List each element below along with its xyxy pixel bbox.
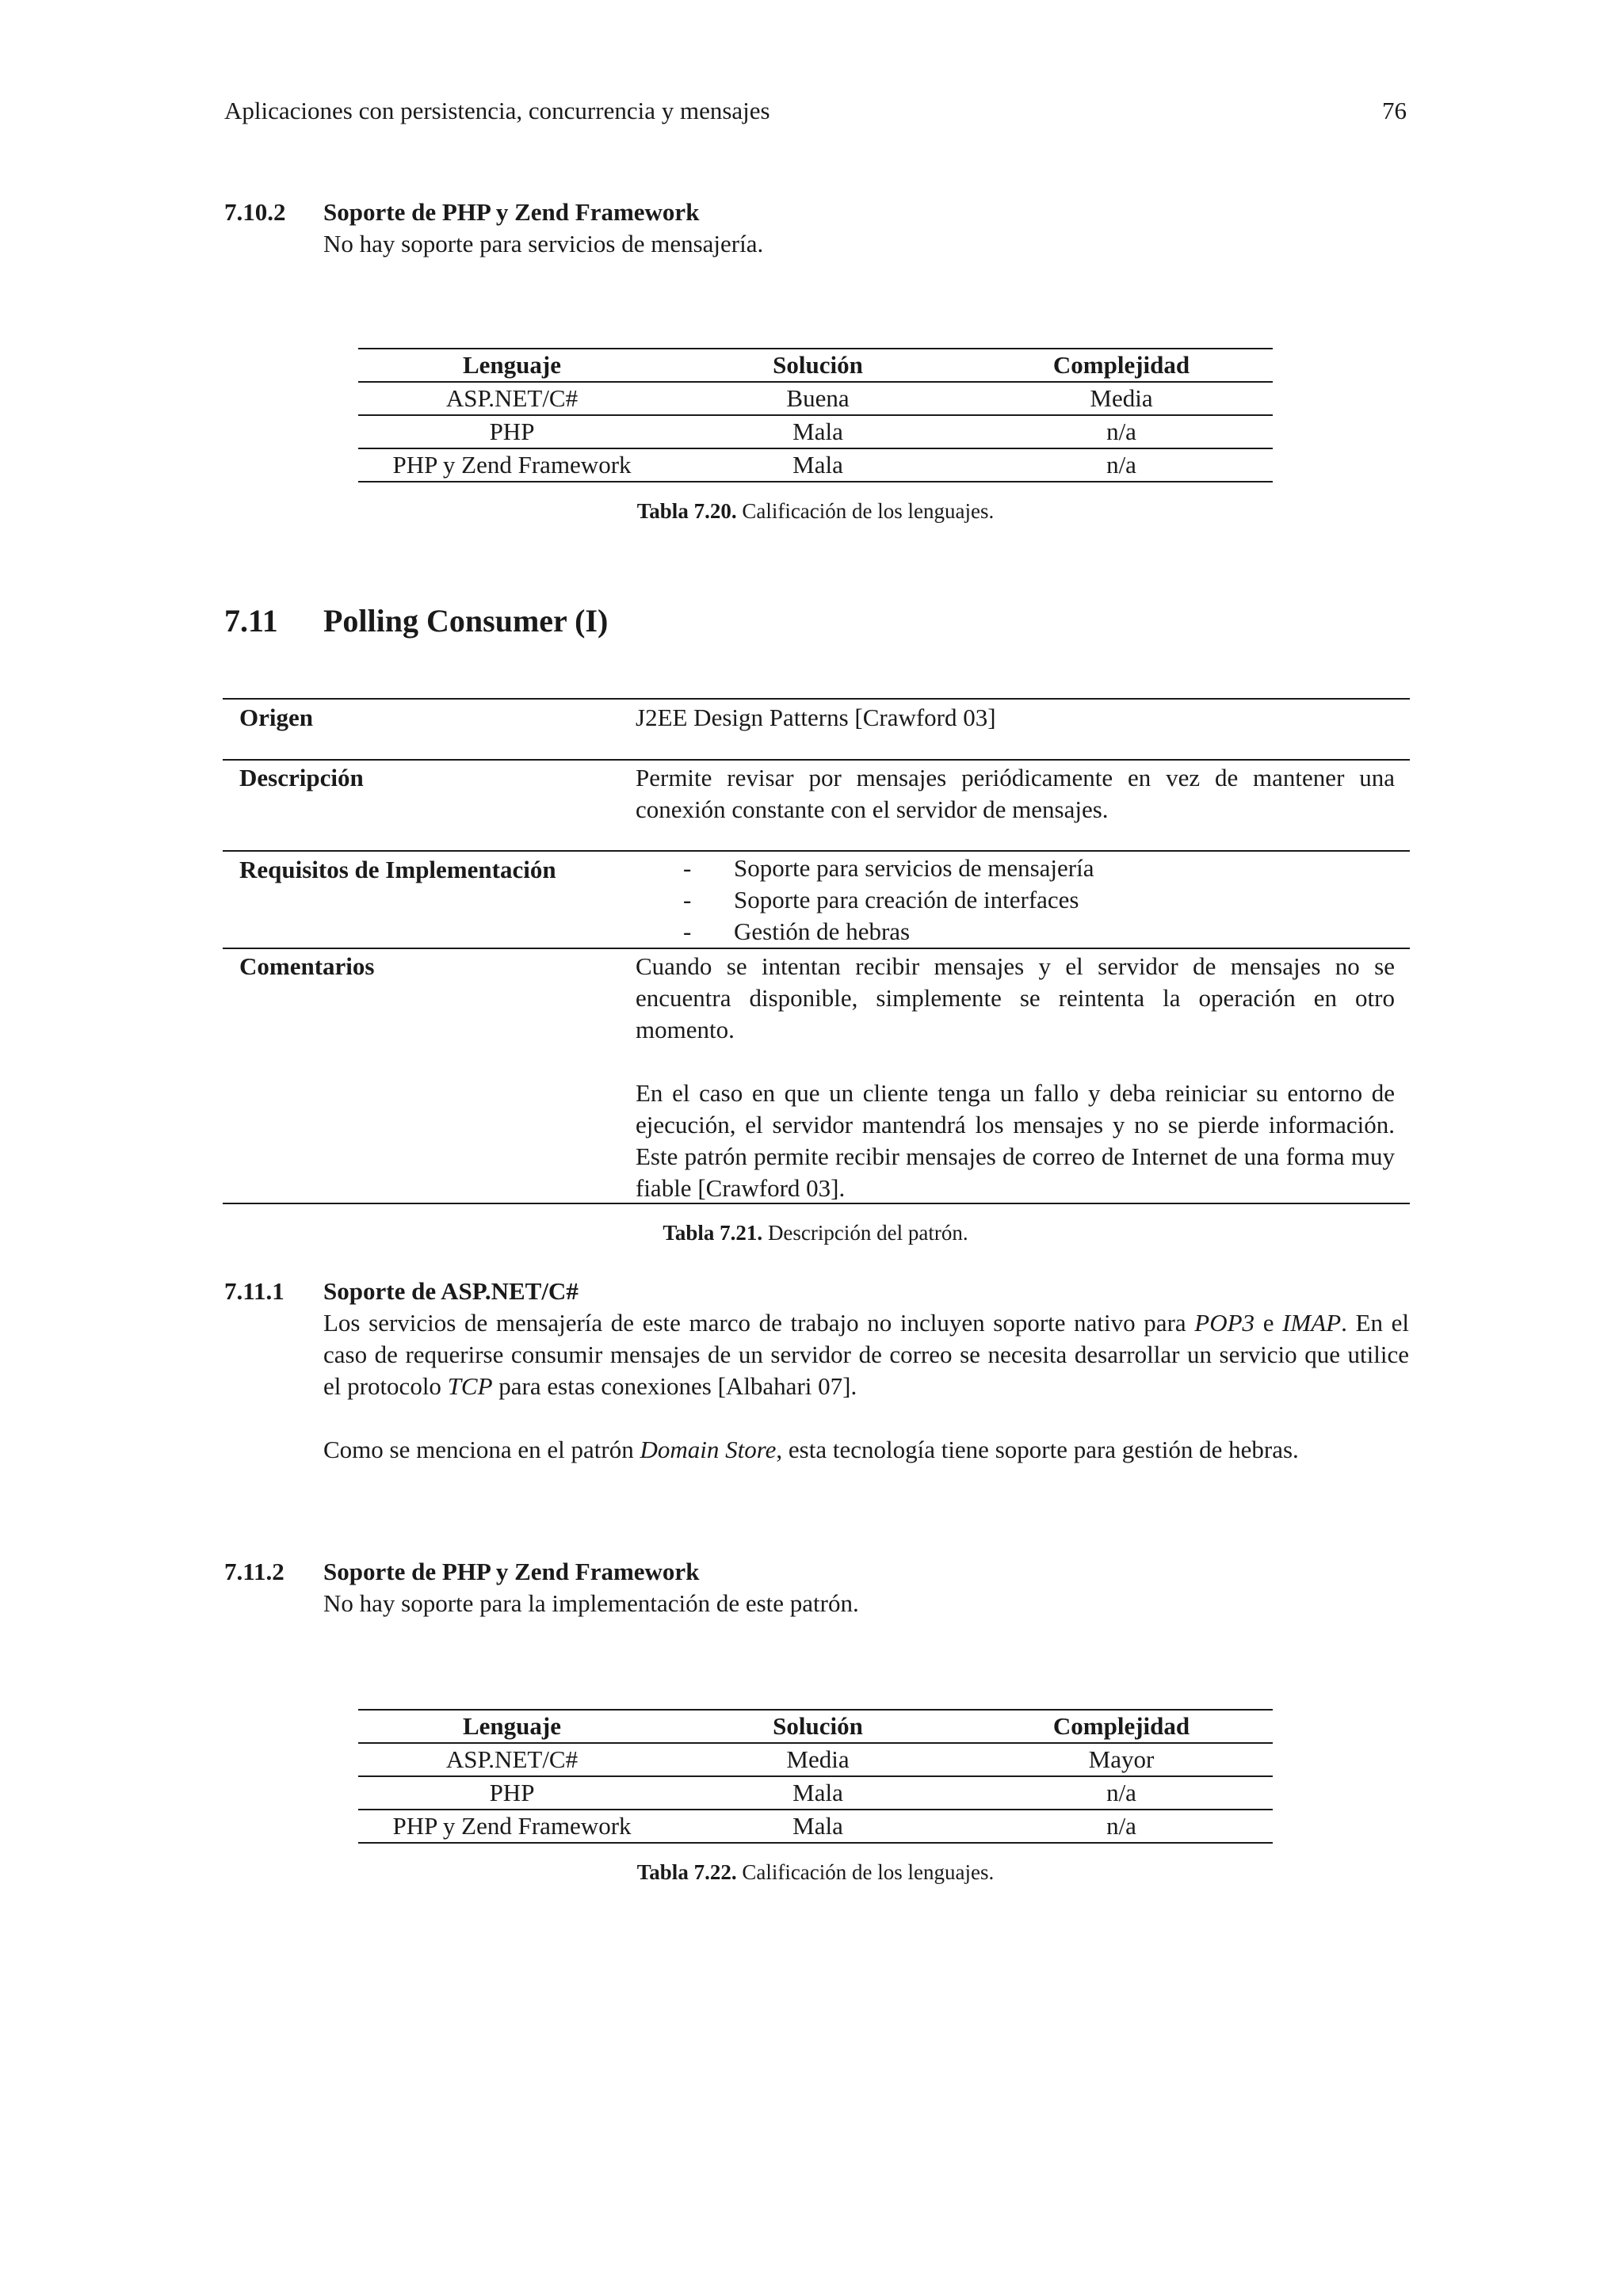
italic-term: IMAP	[1282, 1309, 1342, 1337]
cell-complejidad: n/a	[970, 415, 1273, 448]
italic-term: POP3	[1194, 1309, 1255, 1337]
chapter-section-title: Polling Consumer (I)	[323, 603, 609, 639]
bullet-dash: -	[683, 886, 692, 913]
text-run: e	[1254, 1309, 1283, 1337]
text-run: Como se menciona en el patrón	[323, 1436, 640, 1463]
caption-text: Calificación de los lenguajes.	[736, 499, 995, 523]
section-number: 7.11.1	[224, 1277, 285, 1305]
cell-complejidad: n/a	[970, 448, 1273, 482]
row-value-comentarios-p1: Cuando se intentan recibir mensajes y el servidor de mensajes no se encuentra disponible, simplemente se reintenta la operación en otro momento.	[636, 952, 1395, 1043]
col-header-lenguaje: Lenguaje	[358, 1710, 666, 1743]
table-row	[358, 1743, 1273, 1776]
table-row	[358, 448, 1273, 482]
text-run: Los servicios de mensajería de este marco de trabajo no incluyen soporte nativo para	[323, 1309, 1195, 1337]
section-number: 7.11.2	[224, 1558, 285, 1585]
cell-solucion: Mala	[666, 448, 970, 482]
section-title: Soporte de ASP.NET/C#	[323, 1277, 579, 1305]
cell-complejidad: Mayor	[970, 1743, 1273, 1776]
label-text: Requisitos de Implementación	[239, 856, 556, 883]
table-row	[358, 382, 1273, 415]
cell-lenguaje: ASP.NET/C#	[358, 1743, 666, 1776]
cell-complejidad: n/a	[970, 1810, 1273, 1843]
running-header: Aplicaciones con persistencia, concurrencia y mensajes	[224, 97, 770, 124]
list-item: Soporte para creación de interfaces	[734, 886, 1079, 913]
row-label-requisitos	[239, 856, 556, 884]
col-header-solucion: Solución	[666, 349, 970, 382]
list-item: Gestión de hebras	[734, 917, 911, 945]
table-rule	[223, 1203, 1410, 1204]
cell-solucion: Mala	[666, 1776, 970, 1810]
section-number: 7.10.2	[224, 198, 286, 226]
cell-solucion: Buena	[666, 382, 970, 415]
table-caption	[358, 1221, 1273, 1245]
caption-text: Descripción del patrón.	[762, 1221, 968, 1245]
text-run: para estas conexiones [Albahari 07].	[492, 1372, 857, 1400]
col-header-complejidad: Complejidad	[970, 1710, 1273, 1743]
row-label-comentarios: Comentarios	[239, 952, 375, 980]
cell-complejidad: n/a	[970, 1776, 1273, 1810]
cell-lenguaje: PHP	[358, 1776, 666, 1810]
row-label-origen: Origen	[239, 704, 313, 731]
table-rule	[223, 850, 1410, 852]
cell-lenguaje: PHP y Zend Framework	[358, 1810, 666, 1843]
bullet-dash: -	[683, 917, 692, 945]
section-text: No hay soporte para servicios de mensajería.	[323, 230, 764, 257]
italic-term: TCP	[447, 1372, 493, 1400]
table-row	[358, 415, 1273, 448]
text-run: . En el caso de requerirse consumir mensajes de un servidor de correo se necesita desarrollar un servicio que utilice el protocolo	[323, 1309, 1409, 1400]
chapter-section-number: 7.11	[224, 603, 278, 639]
row-value-origen: J2EE Design Patterns [Crawford 03]	[636, 704, 996, 731]
col-header-solucion: Solución	[666, 1710, 970, 1743]
col-header-complejidad: Complejidad	[970, 349, 1273, 382]
section-title: Soporte de PHP y Zend Framework	[323, 198, 700, 226]
table-caption	[358, 1860, 1273, 1885]
section-paragraph	[323, 1307, 1409, 1402]
row-label-descripcion: Descripción	[239, 764, 364, 791]
cell-lenguaje: ASP.NET/C#	[358, 382, 666, 415]
section-text: No hay soporte para la implementación de este patrón.	[323, 1589, 859, 1617]
italic-term: Domain Store	[640, 1436, 777, 1463]
table-caption	[358, 499, 1273, 524]
cell-lenguaje: PHP y Zend Framework	[358, 448, 666, 482]
list-item: Soporte para servicios de mensajería	[734, 854, 1094, 882]
text-run: , esta tecnología tiene soporte para gestión de hebras.	[776, 1436, 1299, 1463]
cell-complejidad: Media	[970, 382, 1273, 415]
table-rule	[223, 948, 1410, 949]
table-rule	[223, 698, 1410, 700]
cell-solucion: Mala	[666, 1810, 970, 1843]
caption-label: Tabla 7.22.	[636, 1860, 737, 1884]
table-row	[358, 1810, 1273, 1843]
section-paragraph	[323, 1434, 1409, 1466]
section-title: Soporte de PHP y Zend Framework	[323, 1558, 700, 1585]
page-number: 76	[1382, 97, 1407, 124]
table-rule	[223, 759, 1410, 761]
caption-label: Tabla 7.20.	[636, 499, 737, 523]
caption-text: Calificación de los lenguajes.	[736, 1860, 995, 1884]
caption-label: Tabla 7.21.	[663, 1221, 763, 1245]
cell-solucion: Mala	[666, 415, 970, 448]
cell-lenguaje: PHP	[358, 415, 666, 448]
table-row	[358, 1776, 1273, 1810]
row-value-comentarios-p2: En el caso en que un cliente tenga un fallo y deba reiniciar su entorno de ejecución, el servidor mantendrá los mensajes y no se pierde información. Este patrón permite recibir mensajes de correo de Internet de una forma muy fiable [Crawford 03].	[636, 1079, 1395, 1202]
bullet-dash: -	[683, 854, 692, 882]
rating-table-7-22	[358, 1709, 1273, 1844]
cell-solucion: Media	[666, 1743, 970, 1776]
row-value-descripcion: Permite revisar por mensajes periódicamente en vez de mantener una conexión constante con el servidor de mensajes.	[636, 764, 1395, 823]
col-header-lenguaje: Lenguaje	[358, 349, 666, 382]
rating-table-7-20	[358, 348, 1273, 482]
